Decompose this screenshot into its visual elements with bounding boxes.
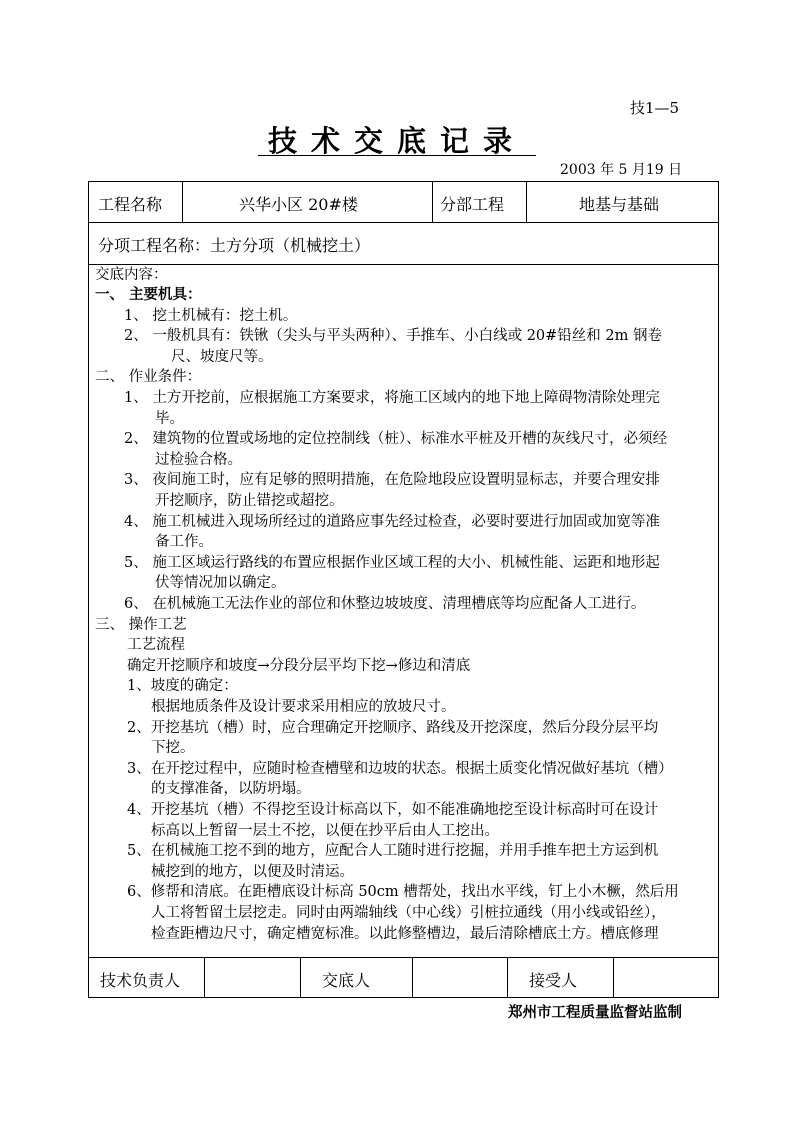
content-line: 1、坡度的确定：	[127, 678, 238, 695]
column-divider	[507, 957, 508, 997]
title-underline	[258, 155, 536, 156]
content-line: 4、 施工机械进入现场所经过的道路应事先经过检查，必要时要进行加固或加宽等准	[124, 513, 660, 530]
content-line: 尺、坡度尺等。	[171, 348, 273, 365]
content-line: 根据地质条件及设计要求采用相应的放坡尺寸。	[151, 699, 456, 715]
content-heading: 交底内容：	[95, 267, 168, 283]
column-divider	[613, 957, 614, 997]
project-name-label: 工程名称	[98, 195, 163, 214]
row-divider	[89, 957, 718, 958]
content-line: 5、在机械施工挖不到的地方，应配合人工随时进行挖掘，并用手推车把土方运到机	[127, 843, 659, 860]
subitem-name: 分项工程名称：土方分项（机械挖土）	[98, 236, 371, 255]
disclosure-content	[89, 265, 718, 956]
column-divider	[412, 957, 413, 997]
division-label: 分部工程	[440, 195, 505, 214]
content-line: 毕。	[155, 410, 184, 427]
content-line: 1、 土方开挖前，应根据施工方案要求，将施工区域内的地下地上障碍物清除处理完	[124, 390, 660, 406]
column-divider	[432, 182, 433, 222]
content-line: 1、 挖土机械有：挖土机。	[124, 307, 298, 324]
form-code: 技1—5	[630, 99, 680, 117]
content-line: 确定开挖顺序和坡度→分段分层平均下挖→修边和清底	[127, 657, 471, 674]
column-divider	[204, 957, 205, 997]
footer-organization: 郑州市工程质量监督站监制	[508, 1004, 682, 1021]
content-line: 二、 作业条件：	[95, 369, 202, 386]
content-line: 3、 夜间施工时，应有足够的照明措施，在危险地段应设置明显标志，并要合理安排	[124, 472, 660, 489]
record-table	[88, 181, 719, 998]
column-divider	[526, 182, 527, 222]
content-line: 3、在开挖过程中，应随时检查槽壁和边坡的状态。根据土质变化情况做好基坑（槽）	[127, 760, 673, 777]
document-date: 2003 年 5 月19 日	[560, 162, 683, 178]
content-line: 下挖。	[151, 740, 195, 757]
column-divider	[182, 182, 183, 222]
content-line: 5、 施工区域运行路线的布置应根据作业区域工程的大小、机械性能、运距和地形起	[124, 554, 660, 571]
content-line: 标高以上暂留一层土不挖，以便在抄平后由人工挖出。	[151, 822, 499, 839]
presenter-label: 交底人	[322, 971, 371, 990]
division-value: 地基与基础	[579, 195, 660, 214]
row-divider	[89, 222, 718, 223]
content-line: 6、修帮和清底。在距槽底设计标高 50cm 槽帮处，找出水平线，钉上小木橛，然后用	[127, 884, 679, 901]
content-line: 的支撑准备，以防坍塌。	[151, 781, 311, 798]
content-line: 过检验合格。	[155, 451, 242, 468]
content-line: 6、 在机械施工无法作业的部位和休整边坡坡度、清理槽底等均应配备人工进行。	[124, 596, 646, 612]
content-line: 工艺流程	[127, 637, 185, 654]
project-name-value: 兴华小区 20#楼	[239, 195, 358, 214]
content-line: 人工将暂留土层挖走。同时由两端轴线（中心线）引桩拉通线（用小线或铅丝），	[151, 905, 666, 921]
column-divider	[300, 957, 301, 997]
content-line: 三、 操作工艺	[95, 616, 187, 633]
content-line: 备工作。	[155, 534, 213, 551]
receiver-label: 接受人	[529, 971, 578, 990]
content-line: 2、 一般机具有：铁锹（尖头与平头两种）、手推车、小白线或 20#铅丝和 2m 钢卷	[124, 328, 662, 345]
content-line: 伏等情况加以确定。	[155, 575, 286, 592]
content-line: 械挖到的地方，以便及时清运。	[151, 863, 354, 880]
content-line: 开挖顺序，防止错挖或超挖。	[155, 493, 344, 509]
content-line: 2、开挖基坑（槽）时，应合理确定开挖顺序、路线及开挖深度，然后分段分层平均	[127, 719, 659, 736]
content-line: 2、 建筑物的位置或场地的定位控制线（桩）、标准水平桩及开槽的灰线尺寸，必须经	[124, 431, 668, 448]
content-line: 一、 主要机具：	[95, 286, 202, 303]
document-title: 技术交底记录	[267, 124, 526, 158]
content-line: 检查距槽边尺寸，确定槽宽标准。以此修整槽边，最后清除槽底土方。槽底修理	[151, 925, 659, 942]
tech-lead-label: 技术负责人	[100, 971, 181, 990]
content-line: 4、开挖基坑（槽）不得挖至设计标高以下，如不能准确地挖至设计标高时可在设计	[127, 802, 659, 818]
